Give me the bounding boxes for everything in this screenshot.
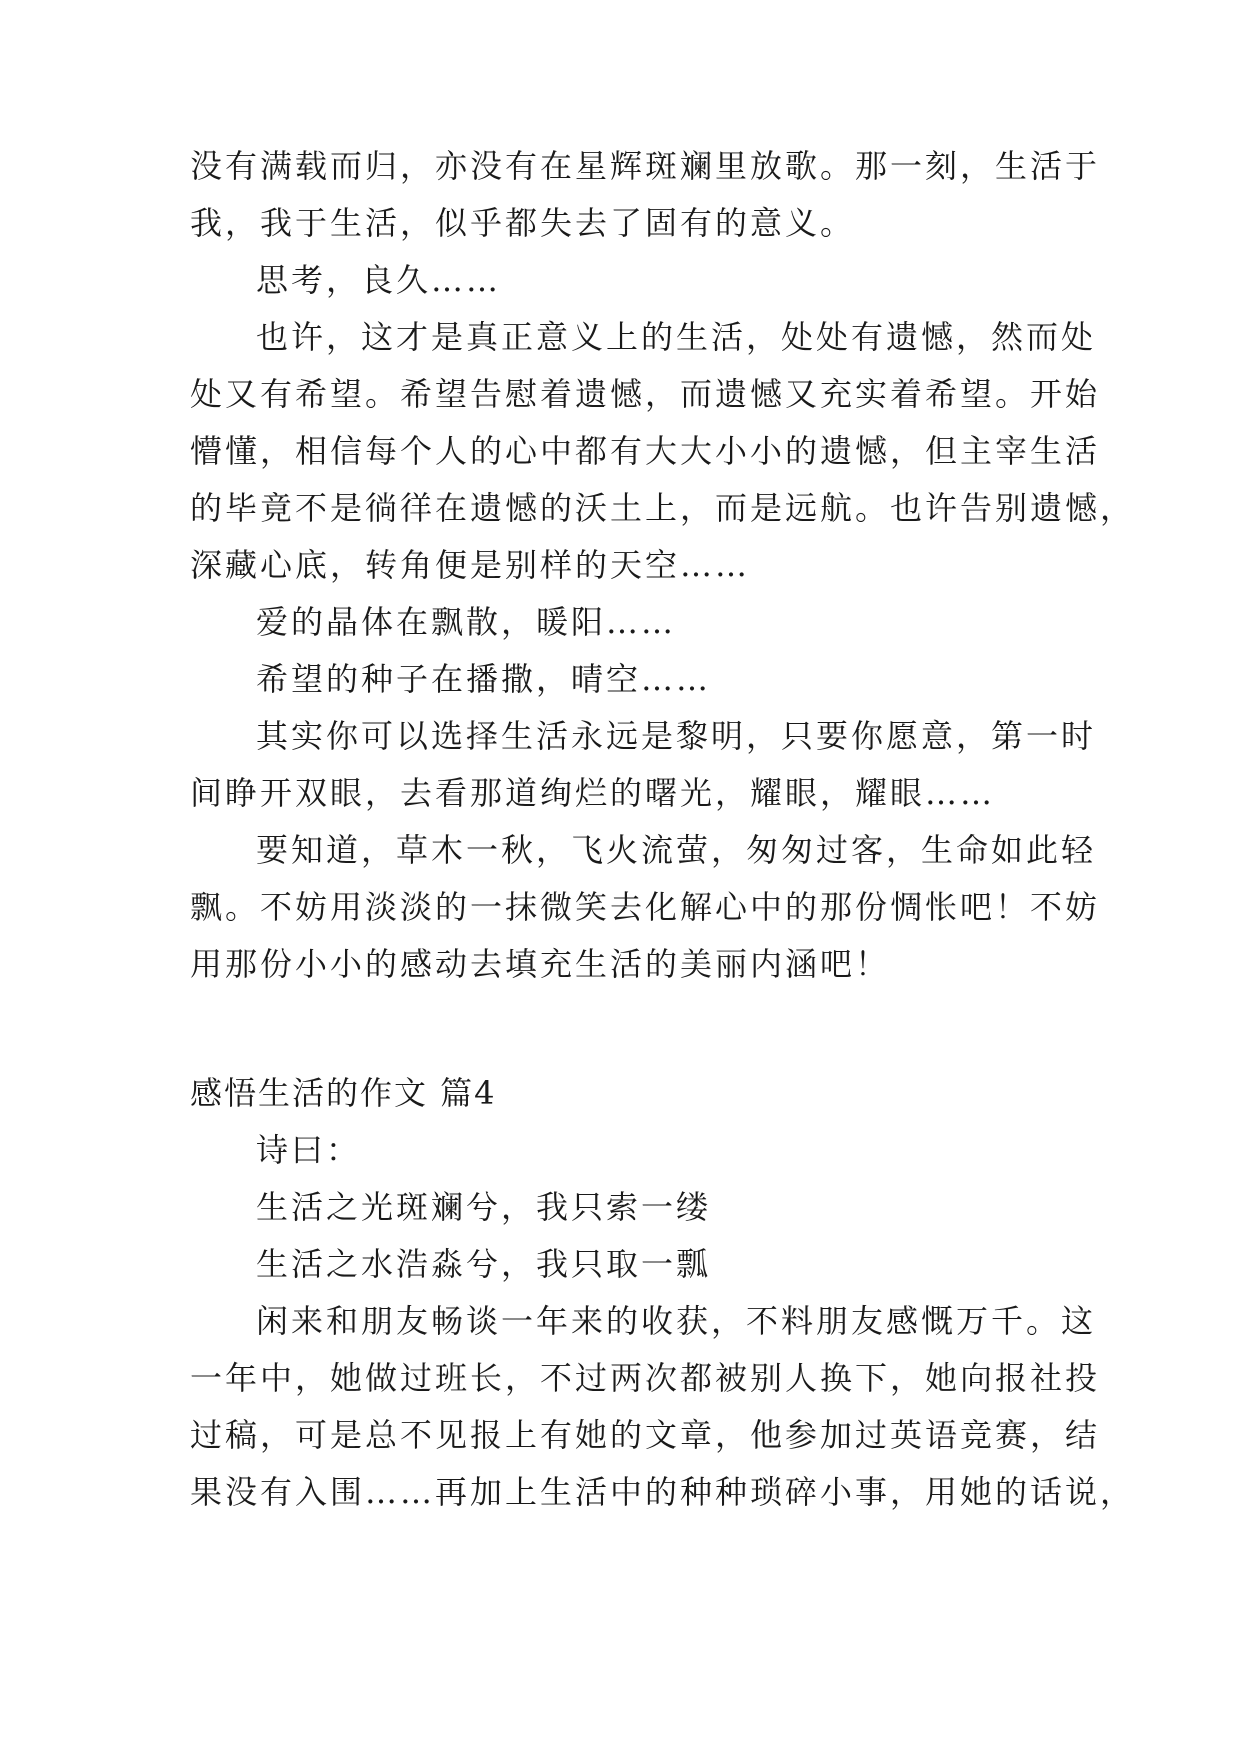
paragraph-line: 诗曰： [256,1131,362,1169]
paragraph-line: 间睁开双眼，去看那道绚烂的曙光，耀眼，耀眼…… [190,774,996,812]
paragraph-line: 爱的晶体在飘散，暖阳…… [256,603,677,641]
paragraph-line: 思考，良久…… [256,261,502,299]
paragraph-line: 的毕竟不是徜徉在遗憾的沃土上，而是远航。也许告别遗憾， [190,489,1136,527]
paragraph-line: 果没有入围……再加上生活中的种种琐碎小事，用她的话说， [190,1473,1136,1511]
paragraph-line: 过稿，可是总不见报上有她的文章，他参加过英语竞赛，结 [190,1416,1101,1454]
poem-line: 生活之水浩淼兮，我只取一瓢 [256,1245,712,1283]
paragraph-line: 处又有希望。希望告慰着遗憾，而遗憾又充实着希望。开始 [190,375,1101,413]
paragraph-line: 懵懂，相信每个人的心中都有大大小小的遗憾，但主宰生活 [190,432,1101,470]
paragraph-line: 闲来和朋友畅谈一年来的收获，不料朋友感慨万千。这 [256,1302,1097,1340]
paragraph-line: 一年中，她做过班长，不过两次都被别人换下，她向报社投 [190,1359,1101,1397]
paragraph-line: 没有满载而归，亦没有在星辉斑斓里放歌。那一刻，生活于 [190,147,1101,185]
paragraph-line: 希望的种子在播撒，晴空…… [256,660,712,698]
paragraph-line: 用那份小小的感动去填充生活的美丽内涵吧！ [190,945,891,983]
paragraph-line: 也许，这才是真正意义上的生活，处处有遗憾，然而处 [256,318,1097,356]
paragraph-line: 其实你可以选择生活永远是黎明，只要你愿意，第一时 [256,717,1097,755]
paragraph-line: 深藏心底，转角便是别样的天空…… [190,546,751,584]
section-heading: 感悟生活的作文 篇4 [190,1074,497,1112]
paragraph-line: 要知道，草木一秋，飞火流萤，匆匆过客，生命如此轻 [256,831,1097,869]
poem-line: 生活之光斑斓兮，我只索一缕 [256,1188,712,1226]
paragraph-line: 飘。不妨用淡淡的一抹微笑去化解心中的那份惆怅吧！不妨 [190,888,1101,926]
paragraph-line: 我，我于生活，似乎都失去了固有的意义。 [190,204,856,242]
